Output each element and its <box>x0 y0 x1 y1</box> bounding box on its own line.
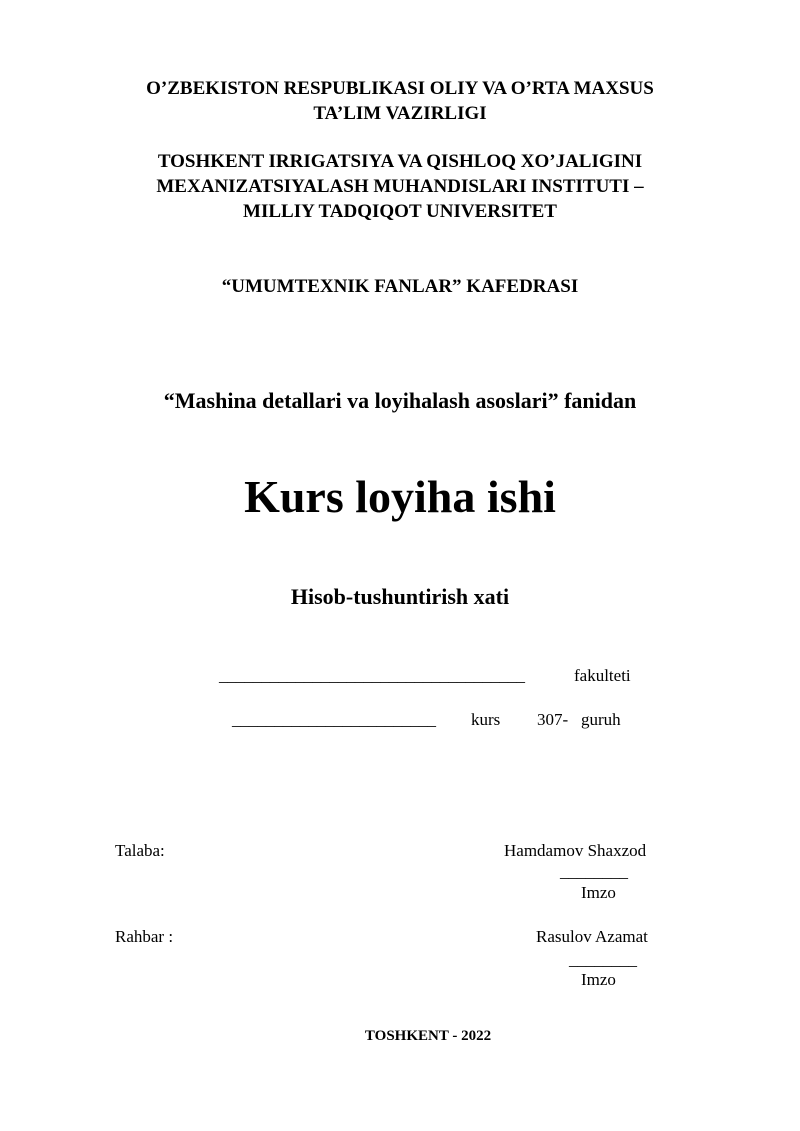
student-signature-line: ________ <box>560 862 628 881</box>
supervisor-label: Rahbar : <box>115 927 174 946</box>
footer-city-year: TOSHKENT - 2022 <box>364 1028 492 1044</box>
supervisor-signature-label: Imzo <box>581 970 616 989</box>
student-label: Talaba: <box>115 841 165 860</box>
ministry-line-1: O’ZBEKISTON RESPUBLIKASI OLIY VA O’RTA MAXSUS <box>146 78 654 99</box>
group-label: guruh <box>581 710 621 729</box>
course-label: kurs <box>471 710 501 729</box>
institute-line-1: TOSHKENT IRRIGATSIYA VA QISHLOQ XO’JALIGINI <box>157 151 643 172</box>
institute-line-3: MILLIY TADQIQOT UNIVERSITET <box>243 201 557 222</box>
department-heading: “UMUMTEXNIK FANLAR” KAFEDRASI <box>221 276 579 297</box>
student-name: Hamdamov Shaxzod <box>504 841 647 860</box>
document-title: Kurs loyiha ishi <box>244 471 556 522</box>
student-signature-label: Imzo <box>581 883 616 902</box>
institute-line-2: MEXANIZATSIYALASH MUHANDISLARI INSTITUTI – <box>156 176 644 197</box>
group-number: 307- <box>537 710 569 729</box>
subject-heading: “Mashina detallari va loyihalash asoslari” fanidan <box>163 388 637 413</box>
course-blank: ________________________ <box>232 710 436 729</box>
supervisor-signature-line: ________ <box>569 950 637 969</box>
ministry-line-2: TA’LIM VAZIRLIGI <box>313 103 487 124</box>
supervisor-name: Rasulov Azamat <box>536 927 648 946</box>
faculty-label: fakulteti <box>574 666 631 685</box>
document-subtitle: Hisob-tushuntirish xati <box>290 584 510 609</box>
faculty-blank: ____________________________________ <box>219 666 525 685</box>
